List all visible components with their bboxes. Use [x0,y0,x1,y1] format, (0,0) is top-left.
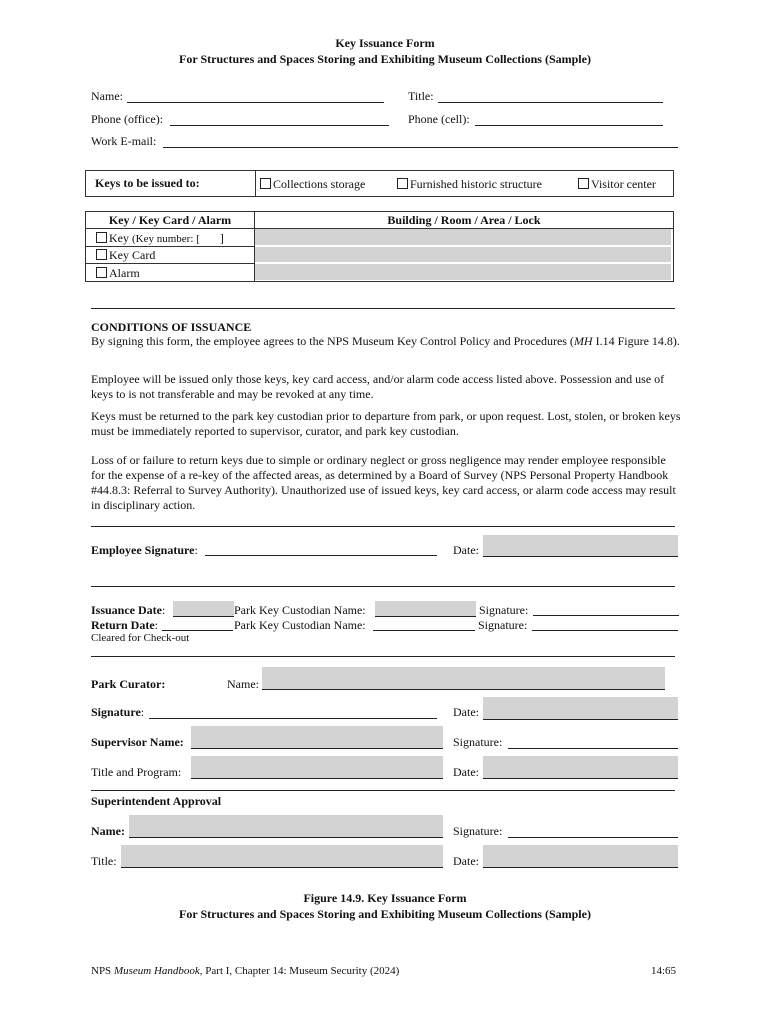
superintendent-heading: Superintendent Approval [91,794,222,808]
employee-signature-field[interactable] [205,541,437,556]
checkbox-icon[interactable] [578,178,589,189]
curator-signature-field[interactable] [149,704,437,719]
cleared-for-checkout: Cleared for Check-out [91,632,190,644]
title-program-field[interactable] [191,756,443,779]
title-program-label: Title and Program: [91,765,182,779]
checkbox-icon[interactable] [96,267,107,278]
row-key[interactable]: Key (Key number: [ ] [96,231,224,246]
superintendent-signature-field[interactable] [508,823,678,838]
divider [91,526,675,527]
employee-signature-label: Employee Signature: [91,543,198,557]
option-furnished-historic-structure[interactable]: Furnished historic structure [397,177,542,192]
superintendent-name-label: Name: [91,824,125,838]
issue-to-label: Keys to be issued to: [95,176,200,190]
footer-source: NPS Museum Handbook, Part I, Chapter 14: Museum Security (2024) [91,965,400,977]
curator-date-field[interactable] [483,697,678,720]
curator-date-label: Date: [453,705,479,719]
employee-date-field[interactable] [483,535,678,557]
divider [91,656,675,657]
supervisor-date-field[interactable] [483,756,678,779]
title-field[interactable] [438,88,663,103]
row-alarm[interactable]: Alarm [96,266,140,281]
checkbox-icon[interactable] [397,178,408,189]
superintendent-signature-label: Signature: [453,824,503,838]
custodian-name-label: Park Key Custodian Name: [234,603,366,617]
page-number: 14:65 [651,965,677,977]
superintendent-date-label: Date: [453,854,479,868]
checkbox-icon[interactable] [96,232,107,243]
superintendent-name-field[interactable] [129,815,443,838]
issue-to-box [85,170,674,197]
conditions-p2: Employee will be issued only those keys, key card access, and/or alarm code access listed above. Possession and use of keys to is not transferable and may be revoked at any time. [91,372,665,401]
name-label: Name: [91,89,123,103]
divider [91,586,675,587]
key-table [85,211,674,282]
return-custodian-name-field[interactable] [373,616,475,631]
conditions-p3: Keys must be returned to the park key custodian prior to departure from park, or upon request. Lost, stolen, or broken keys must be immediately reported to supervisor, curator, and park key custodian. [91,409,681,438]
email-label: Work E-mail: [91,134,157,148]
checkbox-icon[interactable] [96,249,107,260]
supervisor-signature-label: Signature: [453,735,503,749]
form-title: Key Issuance Form [335,36,435,50]
custodian-name-field[interactable] [375,601,476,617]
curator-signature-label: Signature: [91,705,145,719]
option-collections-storage[interactable]: Collections storage [260,177,365,192]
custodian-signature-label: Signature: [479,603,529,617]
issuance-date-label: Issuance Date: [91,603,166,617]
key-table-col2-header: Building / Room / Area / Lock [387,213,541,227]
superintendent-title-field[interactable] [121,845,443,868]
phone-office-field[interactable] [170,111,389,126]
return-signature-label: Signature: [478,618,528,632]
key-table-col1-header: Key / Key Card / Alarm [108,213,232,227]
alarm-location-field[interactable] [255,264,671,280]
phone-cell-label: Phone (cell): [408,112,470,126]
checkbox-icon[interactable] [260,178,271,189]
title-label: Title: [408,89,434,103]
row-key-card[interactable]: Key Card [96,248,155,263]
curator-name-field[interactable] [262,667,665,690]
name-field[interactable] [127,88,384,103]
return-date-label: Return Date: [91,618,158,632]
superintendent-date-field[interactable] [483,845,678,868]
return-custodian-name-label: Park Key Custodian Name: [234,618,366,632]
key-location-field[interactable] [255,229,671,245]
supervisor-signature-field[interactable] [508,734,678,749]
phone-office-label: Phone (office): [91,112,164,126]
conditions-p4: Loss of or failure to return keys due to simple or ordinary neglect or gross negligence may render employee responsible for the expense of a re-key of the affected areas, as determined by a Board of Survey (NPS Personal Property Handbook #44.8.3: Referral to Survey Authority). Unauthorized use of issued keys, key card access, or alarm code access may result in disciplinary action. [91,453,676,512]
figure-subcaption: For Structures and Spaces Storing and Exhibiting Museum Collections (Sample) [179,907,591,921]
superintendent-title-label: Title: [91,854,117,868]
conditions-heading: CONDITIONS OF ISSUANCE [91,320,252,334]
figure-caption: Figure 14.9. Key Issuance Form [303,891,467,905]
conditions-p1: By signing this form, the employee agrees to the NPS Museum Key Control Policy and Procedures (MH I.14 Figure 14.8). [91,334,680,348]
supervisor-date-label: Date: [453,765,479,779]
divider [91,790,675,791]
key-card-location-field[interactable] [255,247,671,262]
option-visitor-center[interactable]: Visitor center [578,177,656,192]
email-field[interactable] [163,133,678,148]
phone-cell-field[interactable] [475,111,663,126]
custodian-signature-field[interactable] [533,601,679,616]
park-curator-label: Park Curator: [91,677,166,691]
return-date-field[interactable] [162,616,233,631]
issuance-date-field[interactable] [173,601,234,617]
divider [91,308,675,309]
supervisor-name-label: Supervisor Name: [91,735,184,749]
curator-name-label: Name: [227,677,259,691]
supervisor-name-field[interactable] [191,726,443,749]
form-subtitle: For Structures and Spaces Storing and Exhibiting Museum Collections (Sample) [179,52,591,66]
employee-date-label: Date: [453,543,479,557]
return-signature-field[interactable] [532,616,678,631]
